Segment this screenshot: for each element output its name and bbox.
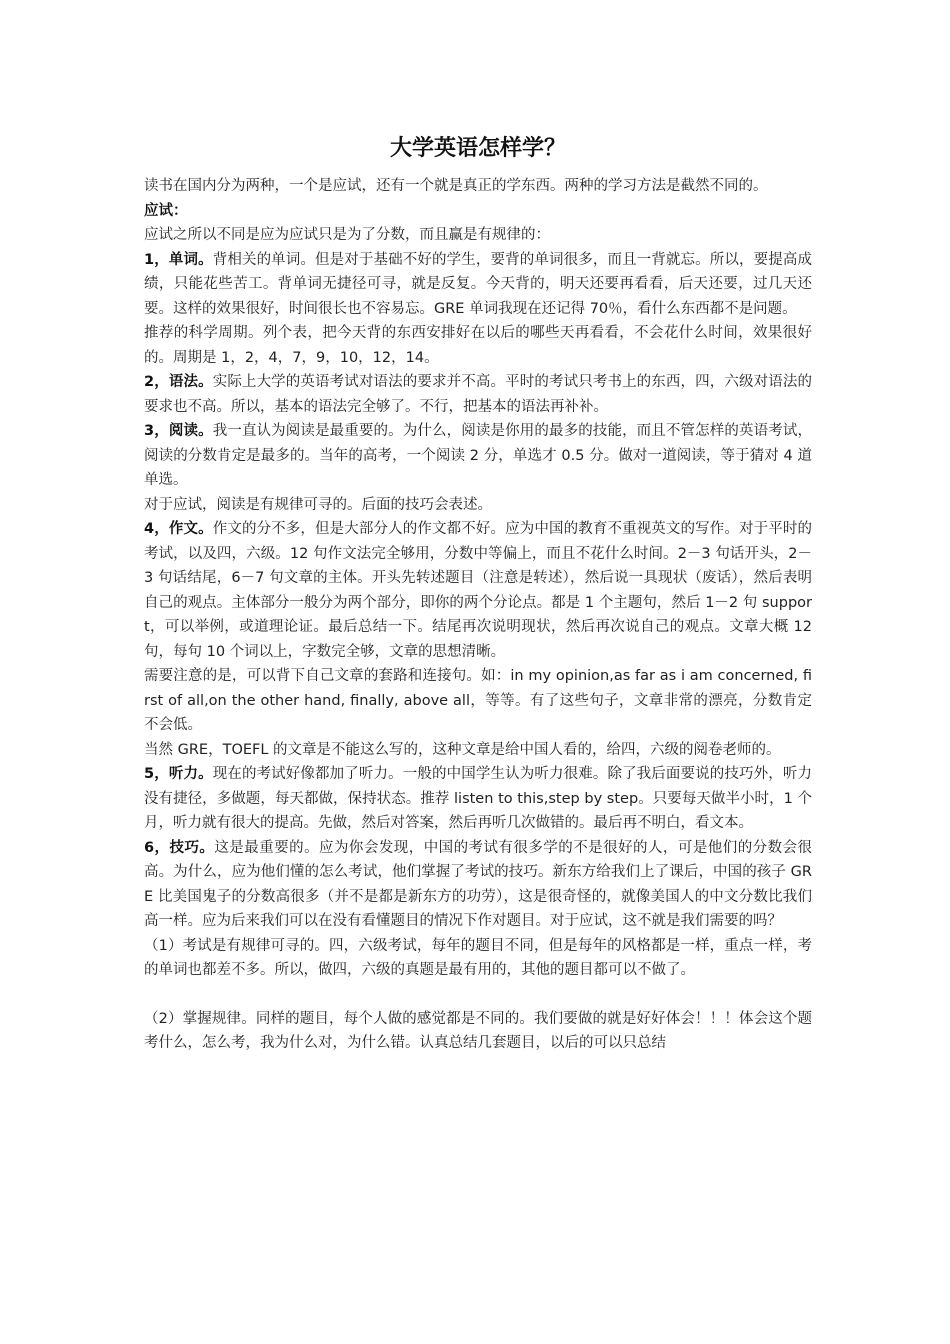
document-page bbox=[144, 132, 812, 1056]
document-title: 大学英语怎样学？ bbox=[389, 136, 566, 161]
paragraph-lead: 6，技巧。 bbox=[144, 839, 215, 856]
paragraph-text: 推荐的科学周期。列个表，把今天背的东西安排好在以后的哪些天再看看，不会花什么时间，效果很好的。周期是 1，2，4，7，9，10，12，14。 bbox=[144, 325, 812, 366]
section-heading-text: 应试： bbox=[144, 202, 188, 219]
paragraph-text: 当然 GRE，TOEFL 的文章是不能这么写的，这种文章是给中国人看的，给四，六级的阅卷老师的。 bbox=[144, 741, 781, 758]
paragraph-text: （2）掌握规律。同样的题目，每个人做的感觉都是不同的。我们要做的就是好好体会！！！体会这个题考什么，怎么考，我为什么对，为什么错。认真总结几套题目，以后的可以只总结 bbox=[144, 1010, 812, 1051]
paragraph-writing-phrases bbox=[144, 664, 812, 738]
paragraph-text: 我一直认为阅读是最重要的。为什么，阅读是你用的最多的技能，而且不管怎样的英语考试，阅读的分数肯定是最多的。当年的高考，一个阅读 2 分，单选才 0.5 分。做对一道阅读，等于猜对 4 道单选。 bbox=[144, 423, 813, 488]
paragraph-text: 对于应试，阅读是有规律可寻的。后面的技巧会表述。 bbox=[144, 496, 492, 513]
paragraph-listening bbox=[144, 762, 812, 836]
section-heading-exam bbox=[144, 199, 812, 224]
paragraph-skills bbox=[144, 836, 812, 934]
paragraph-writing bbox=[144, 517, 812, 664]
paragraph-text: 应试之所以不同是应为应试只是为了分数，而且赢是有规律的： bbox=[144, 227, 550, 243]
paragraph-vocabulary bbox=[144, 248, 812, 322]
paragraph-reading bbox=[144, 419, 812, 493]
paragraph-text: 作文的分不多，但是大部分人的作文都不好。应为中国的教育不重视英文的写作。对于平时的考试，以及四，六级。12 句作文法完全够用，分数中等偏上，而且不花什么时间。2－3 句话开头，2－3 句话结尾，6－7 句文章的主体。开头先转述题目（注意是转述），然后说一具现状（废话），然后表明自己的观点。主体部分一般分为两个部分，即你的两个分论点。都是 1 个主题句，然后 1－2 句 support，可以举例，或道理论证。最后总结一下。结尾再次说明现状，然后再次说自己的观点。文章大概 12 句，每句 10 个词以上，字数完全够，文章的思想清晰。 bbox=[144, 521, 813, 660]
paragraph-text: 现在的考试好像都加了听力。一般的中国学生认为听力很难。除了我后面要说的技巧外，听力没有捷径，多做题，每天都做，保持状态。推荐 listen to this,step by step。只要每天做半小时，1 个月，听力就有很大的提高。先做，然后对答案，然后再听几次做错的。最后再不明白，看文本。 bbox=[144, 766, 813, 831]
paragraph-lead: 2，语法。 bbox=[144, 374, 213, 390]
paragraph-text: 读书在国内分为两种，一个是应试，还有一个就是真正的学东西。两种的学习方法是截然不同的。 bbox=[144, 178, 768, 194]
paragraph-text: 实际上大学的英语考试对语法的要求并不高。平时的考试只考书上的东西，四，六级对语法的要求也不高。所以，基本的语法完全够了。不行，把基本的语法再补补。 bbox=[144, 374, 813, 415]
paragraph-review-cycle bbox=[144, 321, 812, 370]
paragraph-text: 这是最重要的。应为你会发现，中国的考试有很多学的不是很好的人，可是他们的分数会很高。为什么，应为他们懂的怎么考试，他们掌握了考试的技巧。新东方给我们上了课后，中国的孩子 GRE 比美国鬼子的分数高很多（并不是都是新东方的功劳），这是很奇怪的，就像美国人的中文分数比我们高一样。应为后来我们可以在没有看懂题目的情况下作对题目。对于应试，这不就是我们需要的吗？ bbox=[144, 839, 812, 929]
paragraph-spacer bbox=[144, 983, 812, 1007]
paragraph-text: （1）考试是有规律可寻的。四，六级考试，每年的题目不同，但是每年的风格都是一样，重点一样，考的单词也都差不多。所以，做四，六级的真题是最有用的，其他的题目都可以不做了。 bbox=[144, 937, 812, 978]
paragraph-skills-point-2 bbox=[144, 1007, 812, 1056]
paragraph-writing-note bbox=[144, 738, 812, 763]
paragraph-lead: 5，听力。 bbox=[144, 766, 213, 782]
paragraph-lead: 3，阅读。 bbox=[144, 423, 213, 439]
paragraph-intro bbox=[144, 174, 812, 199]
paragraph-exam-intro bbox=[144, 223, 812, 248]
paragraph-text: 需要注意的是，可以背下自己文章的套路和连接句。如：in my opinion,as far as i am concerned, first of all,on the other hand, finally, above all，等等。有了这些句子，文章非常的漂亮，分数肯定不会低。 bbox=[144, 668, 812, 733]
paragraph-grammar bbox=[144, 370, 812, 419]
paragraph-reading-note bbox=[144, 493, 812, 518]
paragraph-text: 背相关的单词。但是对于基础不好的学生，要背的单词很多，而且一背就忘。所以，要提高成绩，只能花些苦工。背单词无捷径可寻，就是反复。今天背的，明天还要再看看，后天还要，过几天还要。这样的效果很好，时间很长也不容易忘。GRE 单词我现在还记得 70％，看什么东西都不是问题。 bbox=[144, 251, 813, 317]
paragraph-lead: 1，单词。 bbox=[144, 251, 213, 268]
paragraph-skills-point-1 bbox=[144, 934, 812, 983]
paragraph-lead: 4，作文。 bbox=[144, 521, 213, 537]
